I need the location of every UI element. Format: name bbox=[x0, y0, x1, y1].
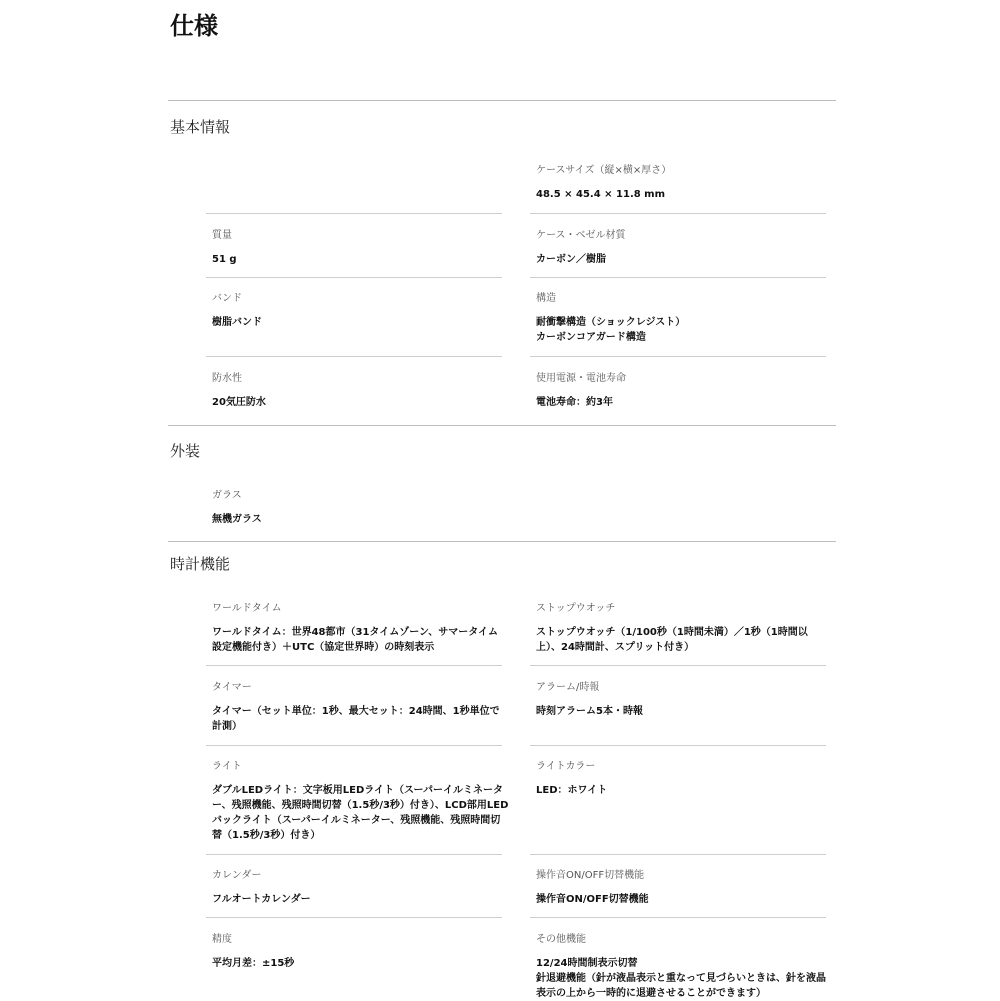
row-divider bbox=[206, 854, 502, 855]
spec-value: 12/24時間制表示切替 針退避機能（針が液晶表示と重なって見づらいときは、針を液晶 表示の上から一時的に退避させることができます） bbox=[536, 958, 826, 999]
spec-label: ライト bbox=[212, 761, 242, 772]
spec-label: ケースサイズ（縦×横×厚さ） bbox=[536, 165, 672, 176]
spec-light bbox=[212, 760, 512, 843]
section-title-basic: 基本情報 bbox=[170, 118, 231, 136]
spec-label: 使用電源・電池寿命 bbox=[536, 373, 626, 384]
spec-value: 20気圧防水 bbox=[212, 397, 266, 408]
spec-label: 構造 bbox=[536, 293, 556, 304]
spec-case-size bbox=[536, 164, 836, 202]
spec-label: ケース・ベゼル材質 bbox=[536, 230, 626, 241]
spec-structure bbox=[536, 292, 836, 345]
spec-value: ダブルLEDライト：文字板用LEDライト（スーパーイルミネータ ー、残照機能、残照時間切替（1.5秒/3秒）付き）、LCD部用LED バックライト（スーパーイルミネーター、残照機能、残照時間切 替（1.5秒/3秒）付き） bbox=[212, 785, 509, 841]
row-divider bbox=[530, 213, 826, 214]
section-divider bbox=[168, 100, 836, 101]
spec-glass bbox=[212, 489, 512, 527]
spec-label: 防水性 bbox=[212, 373, 242, 384]
spec-label: バンド bbox=[212, 293, 242, 304]
spec-calendar bbox=[212, 869, 512, 907]
row-divider bbox=[206, 665, 502, 666]
spec-light-color bbox=[536, 760, 836, 798]
spec-label: アラーム/時報 bbox=[536, 682, 600, 693]
spec-value: LED：ホワイト bbox=[536, 785, 608, 796]
row-divider bbox=[206, 917, 502, 918]
spec-band bbox=[212, 292, 512, 330]
spec-label: その他機能 bbox=[536, 934, 586, 945]
spec-value: 51 g bbox=[212, 254, 237, 265]
spec-value: フルオートカレンダー bbox=[212, 894, 311, 905]
spec-label: ライトカラー bbox=[536, 761, 596, 772]
spec-label: ストップウオッチ bbox=[536, 603, 616, 614]
spec-value: 樹脂バンド bbox=[212, 317, 262, 328]
spec-label: ワールドタイム bbox=[212, 603, 282, 614]
spec-value: 48.5 × 45.4 × 11.8 mm bbox=[536, 189, 666, 200]
spec-value: 時刻アラーム5本・時報 bbox=[536, 706, 643, 717]
section-divider bbox=[168, 425, 836, 426]
section-title-exterior: 外装 bbox=[170, 442, 201, 460]
spec-value: タイマー（セット単位：1秒、最大セット：24時間、1秒単位で 計測） bbox=[212, 706, 500, 732]
spec-label: ガラス bbox=[212, 490, 242, 501]
row-divider bbox=[530, 917, 826, 918]
spec-weight bbox=[212, 229, 512, 267]
spec-alarm bbox=[536, 681, 836, 719]
row-divider bbox=[530, 745, 826, 746]
row-divider bbox=[530, 665, 826, 666]
spec-label: 精度 bbox=[212, 934, 232, 945]
row-divider bbox=[206, 356, 502, 357]
spec-case-material bbox=[536, 229, 836, 267]
row-divider bbox=[206, 277, 502, 278]
spec-accuracy bbox=[212, 933, 512, 971]
spec-value: 操作音ON/OFF切替機能 bbox=[536, 894, 649, 905]
row-divider bbox=[530, 854, 826, 855]
spec-label: 操作音ON/OFF切替機能 bbox=[536, 870, 645, 881]
spec-water-resistance bbox=[212, 372, 512, 410]
spec-power-supply bbox=[536, 372, 836, 410]
page-title: 仕様 bbox=[170, 12, 218, 40]
row-divider bbox=[206, 745, 502, 746]
spec-value: 耐衝撃構造（ショックレジスト） カーボンコアガード構造 bbox=[536, 317, 686, 343]
spec-stopwatch bbox=[536, 602, 836, 655]
spec-world-time bbox=[212, 602, 512, 655]
spec-value: カーボン／樹脂 bbox=[536, 254, 606, 265]
spec-label: カレンダー bbox=[212, 870, 262, 881]
section-divider bbox=[168, 541, 836, 542]
spec-other-functions bbox=[536, 933, 836, 1001]
spec-value: ストップウオッチ（1/100秒（1時間未満）／1秒（1時間以 上）、24時間計、スプリット付き） bbox=[536, 627, 808, 653]
spec-value: 平均月差：±15秒 bbox=[212, 958, 295, 969]
spec-timer bbox=[212, 681, 512, 734]
section-title-watch-functions: 時計機能 bbox=[170, 555, 231, 573]
spec-value: ワールドタイム：世界48都市（31タイムゾーン、サマータイム 設定機能付き）＋UTC（協定世界時）の時刻表示 bbox=[212, 627, 499, 653]
row-divider bbox=[530, 277, 826, 278]
spec-sound-toggle bbox=[536, 869, 836, 907]
row-divider bbox=[530, 356, 826, 357]
spec-value: 電池寿命：約3年 bbox=[536, 397, 613, 408]
spec-value: 無機ガラス bbox=[212, 514, 262, 525]
row-divider bbox=[206, 213, 502, 214]
spec-label: 質量 bbox=[212, 230, 232, 241]
spec-label: タイマー bbox=[212, 682, 252, 693]
